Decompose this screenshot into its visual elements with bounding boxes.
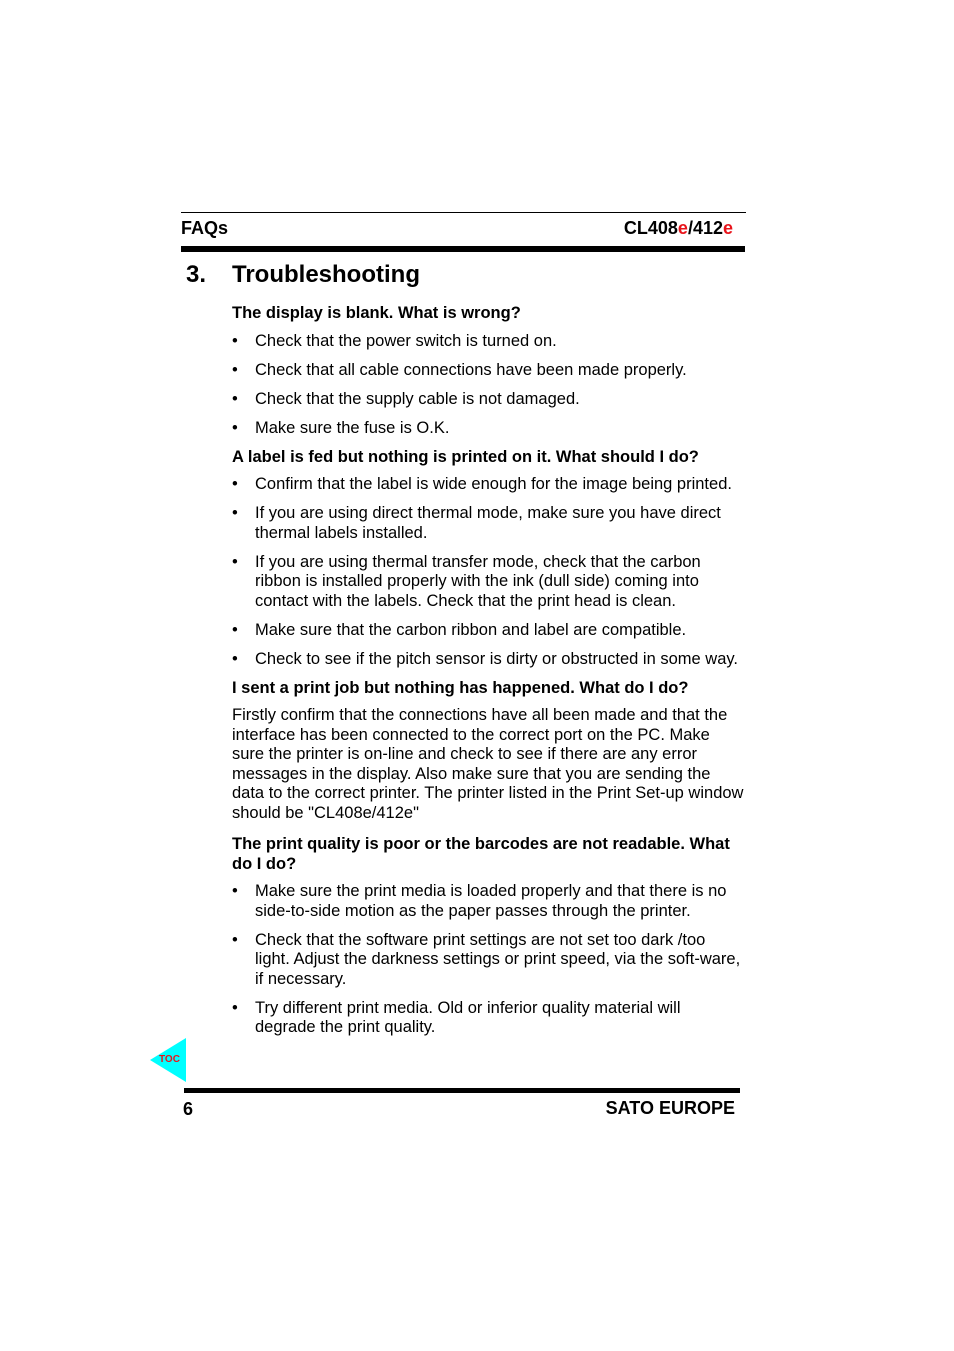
toc-label: TOC [159, 1054, 180, 1065]
faq-question-3: I sent a print job but nothing has happened. What do I do? [232, 678, 689, 697]
model-separator: /412 [687, 218, 723, 238]
list-item: • Check that the software print settings are not set too dark /too light. Adjust the darkness settings or print speed, via the soft-ware, if necessary. [232, 931, 744, 990]
section-heading [186, 261, 420, 289]
header-thick-rule [181, 246, 745, 252]
faq-answer-list-1 [232, 332, 744, 439]
faq-question-1: The display is blank. What is wrong? [232, 304, 521, 322]
list-item: • Make sure the fuse is O.K. [232, 419, 744, 439]
faq-answer-3: Firstly confirm that the connections have all been made and that the interface has been connected to the correct port on the PC. Make sure the printer is on-line and check to see if there are any error messages in the display. Also make sure that you are sending the data to the correct printer. The printer listed in the Print Set-up window should be "CL408e/412e" [232, 706, 744, 822]
page-number: 6 [183, 1099, 194, 1119]
footer-company: SATO EUROPE [605, 1098, 735, 1118]
model-suffix-2: e [722, 218, 733, 238]
list-item: • Check that all cable connections have been made properly. [232, 361, 744, 381]
header-section-label: FAQs [181, 218, 229, 238]
list-item: • Confirm that the label is wide enough for the image being printed. [232, 475, 744, 495]
faq-content [232, 304, 744, 1047]
section-number: 3. [186, 261, 207, 288]
model-suffix-1: e [677, 218, 688, 238]
list-item: • Check to see if the pitch sensor is dirty or obstructed in some way. [232, 650, 744, 670]
list-item: • Check that the supply cable is not damaged. [232, 390, 744, 410]
faq-question-2: A label is fed but nothing is printed on it. What should I do? [232, 447, 699, 466]
list-item: • Try different print media. Old or inferior quality material will degrade the print quality. [232, 999, 744, 1038]
faq-answer-list-2 [232, 475, 744, 669]
list-item: • If you are using thermal transfer mode, check that the carbon ribbon is installed properly with the ink (dull side) coming into contact with the labels. Check that the print head is clean. [232, 553, 744, 612]
list-item: • Make sure the print media is loaded properly and that there is no side-to-side motion as the paper passes through the printer. [232, 882, 744, 921]
list-item: • Make sure that the carbon ribbon and label are compatible. [232, 621, 744, 641]
faq-question-4: The print quality is poor or the barcodes are not readable. What do I do? [232, 835, 730, 873]
faq-answer-list-4 [232, 882, 744, 1038]
list-item: • Check that the power switch is turned on. [232, 332, 744, 352]
model-prefix: CL408 [623, 218, 678, 238]
header-top-rule [181, 212, 746, 213]
list-item: • If you are using direct thermal mode, make sure you have direct thermal labels installed. [232, 504, 744, 543]
footer-rule [184, 1088, 740, 1093]
header-model [624, 218, 733, 239]
toc-link[interactable] [150, 1038, 186, 1082]
section-title: Troubleshooting [232, 261, 420, 288]
